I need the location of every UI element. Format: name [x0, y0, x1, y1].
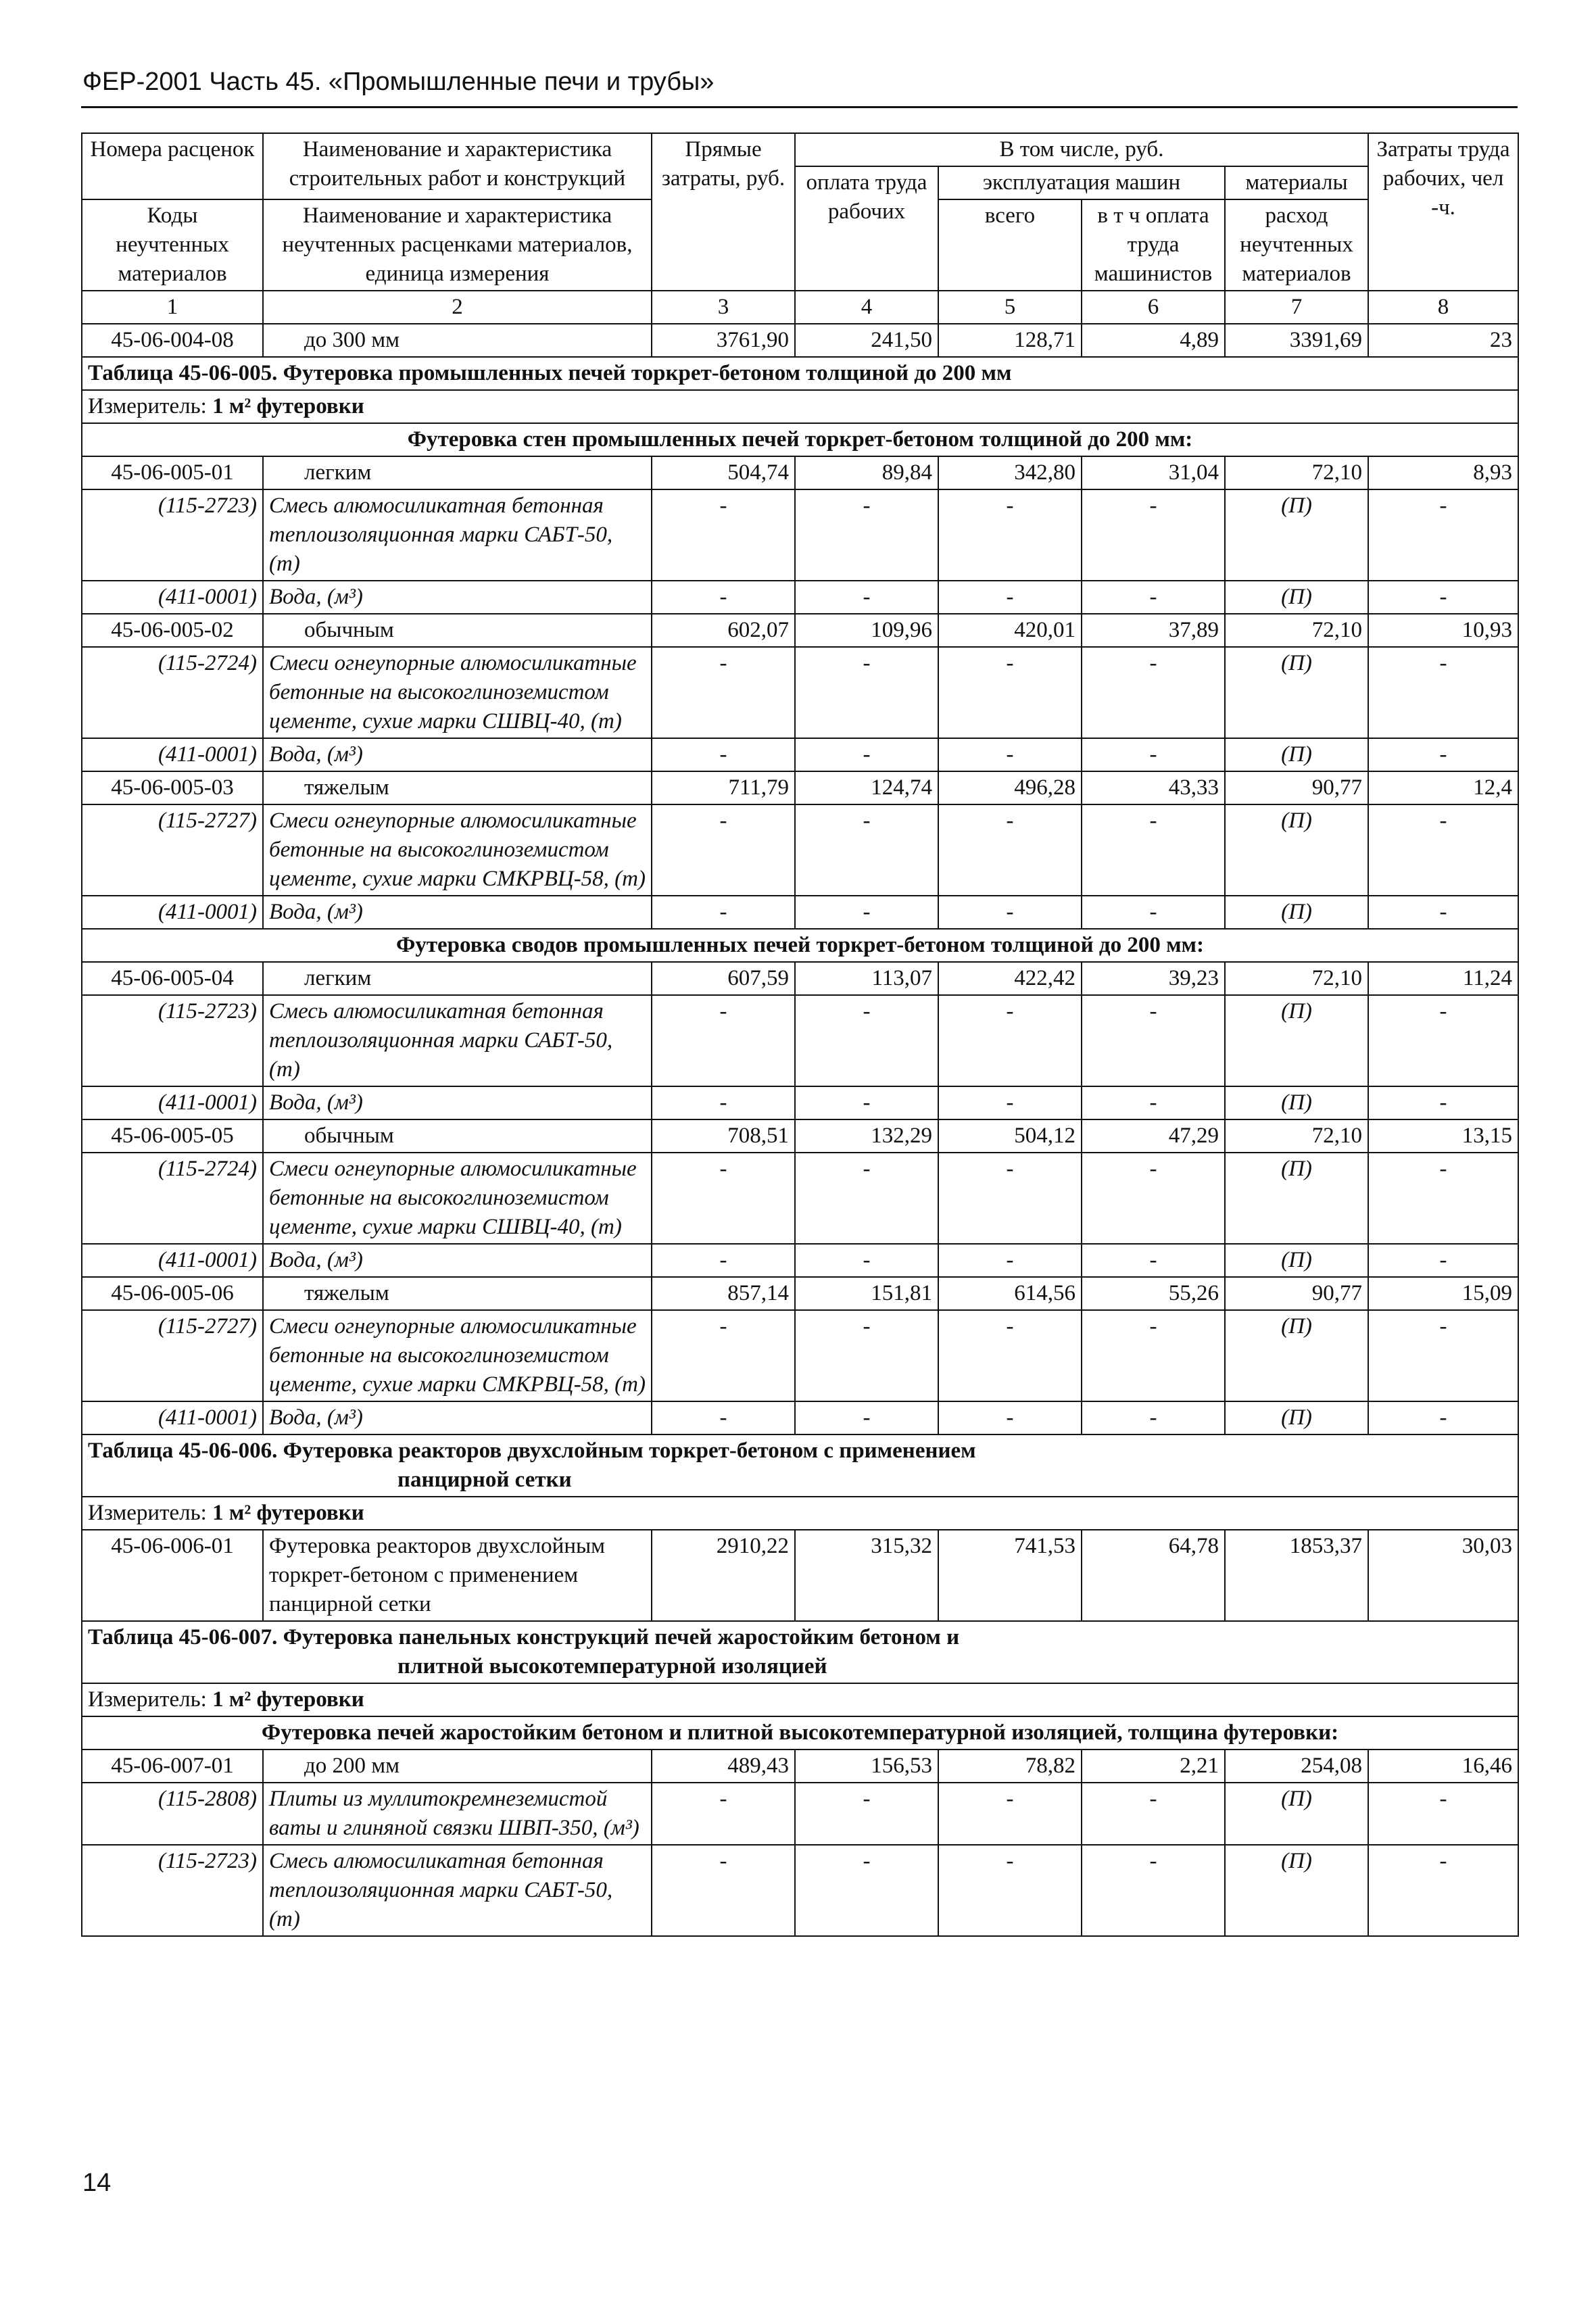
material-code: (411-0001) [82, 1244, 263, 1277]
labor-hours: 23 [1368, 324, 1518, 357]
rate-name: до 300 мм [263, 324, 652, 357]
dash: - [1368, 1244, 1518, 1277]
labor-cost: 132,29 [795, 1119, 938, 1153]
material-mark: (П) [1225, 804, 1368, 896]
header-row-1 [82, 133, 1518, 166]
section-row [82, 929, 1518, 962]
materials-cost: 72,10 [1225, 456, 1368, 489]
dash: - [795, 489, 938, 581]
material-code: (115-2727) [82, 1310, 263, 1401]
direct-cost: 2910,22 [652, 1530, 795, 1621]
machines-cost: 614,56 [938, 1277, 1082, 1310]
dash: - [1082, 995, 1225, 1086]
rate-name: тяжелым [263, 1277, 652, 1310]
rate-code: 45-06-006-01 [82, 1530, 263, 1621]
dash: - [938, 489, 1082, 581]
dash: - [652, 1244, 795, 1277]
labor-hours: 15,09 [1368, 1277, 1518, 1310]
measure [82, 1683, 1518, 1716]
dash: - [1082, 1244, 1225, 1277]
dash: - [652, 647, 795, 738]
dash: - [795, 1086, 938, 1119]
measure-unit: 1 м² футеровки [212, 1687, 364, 1712]
column-number: 7 [1225, 291, 1368, 324]
material-mark: (П) [1225, 1401, 1368, 1434]
material-name: Плиты из муллитокремнеземистой ваты и глиняной связки ШВП-350, (м³) [263, 1783, 652, 1845]
dash: - [1082, 804, 1225, 896]
table-title-row [82, 1434, 1518, 1497]
labor-cost: 109,96 [795, 614, 938, 647]
dash: - [938, 1401, 1082, 1434]
column-numbers-row [82, 291, 1518, 324]
table-row [82, 1119, 1518, 1153]
table-title-line-2: плитной высокотемпературной изоляцией [397, 1654, 827, 1679]
material-code: (411-0001) [82, 1401, 263, 1434]
dash: - [795, 581, 938, 614]
column-number: 1 [82, 291, 263, 324]
labor-hours: 16,46 [1368, 1750, 1518, 1783]
column-number: 8 [1368, 291, 1518, 324]
section-title: Футеровка сводов промышленных печей торкрет-бетоном толщиной до 200 мм: [82, 929, 1518, 962]
material-name: Смесь алюмосиликатная бетонная теплоизоляционная марки САБТ-50, (т) [263, 995, 652, 1086]
materials-cost: 3391,69 [1225, 324, 1368, 357]
material-code: (115-2724) [82, 1153, 263, 1244]
dash: - [795, 896, 938, 929]
rate-name: легким [263, 456, 652, 489]
col-machines-total-label: всего [938, 199, 1082, 291]
dash: - [938, 1244, 1082, 1277]
dash: - [938, 1783, 1082, 1845]
material-row [82, 1845, 1518, 1936]
col-name2-label: Наименование и характеристика неучтенных расценками материалов, единица измерения [263, 199, 652, 291]
material-mark: (П) [1225, 1783, 1368, 1845]
col-labor-label: оплата труда рабочих [795, 166, 938, 291]
rate-code: 45-06-005-04 [82, 962, 263, 995]
dash: - [1368, 1310, 1518, 1401]
table-row [82, 1750, 1518, 1783]
dash: - [1368, 896, 1518, 929]
column-number: 5 [938, 291, 1082, 324]
dash: - [652, 804, 795, 896]
dash: - [795, 1310, 938, 1401]
dash: - [1082, 896, 1225, 929]
col-codes-label: Коды неучтенных материалов [82, 199, 263, 291]
dash: - [1368, 1845, 1518, 1936]
dash: - [938, 1310, 1082, 1401]
col-workers-label: Затраты труда рабочих, чел -ч. [1368, 133, 1518, 291]
labor-cost: 151,81 [795, 1277, 938, 1310]
material-code: (411-0001) [82, 896, 263, 929]
dash: - [652, 1783, 795, 1845]
material-mark: (П) [1225, 647, 1368, 738]
column-number: 3 [652, 291, 795, 324]
dash: - [938, 1086, 1082, 1119]
material-code: (411-0001) [82, 581, 263, 614]
material-row [82, 489, 1518, 581]
dash: - [938, 1845, 1082, 1936]
machines-cost: 504,12 [938, 1119, 1082, 1153]
rate-code: 45-06-004-08 [82, 324, 263, 357]
dash: - [938, 1153, 1082, 1244]
table-row [82, 771, 1518, 804]
labor-cost: 315,32 [795, 1530, 938, 1621]
table-title-text: Таблица 45-06-005. Футеровка промышленных печей торкрет-бетоном толщиной до 200 мм [88, 361, 1012, 385]
direct-cost: 602,07 [652, 614, 795, 647]
dash: - [1368, 1783, 1518, 1845]
dash: - [938, 896, 1082, 929]
rate-name: обычным [263, 614, 652, 647]
section-row [82, 1716, 1518, 1750]
material-code: (115-2724) [82, 647, 263, 738]
dash: - [938, 804, 1082, 896]
material-name: Вода, (м³) [263, 1244, 652, 1277]
dash: - [1368, 738, 1518, 771]
material-mark: (П) [1225, 738, 1368, 771]
dash: - [1082, 1086, 1225, 1119]
table-row [82, 614, 1518, 647]
table-title [82, 1434, 1518, 1497]
material-code: (115-2723) [82, 489, 263, 581]
dash: - [795, 1401, 938, 1434]
rate-name: до 200 мм [263, 1750, 652, 1783]
dash: - [652, 1845, 795, 1936]
col-machinists-label: в т ч оплата труда машинистов [1082, 199, 1225, 291]
dash: - [652, 489, 795, 581]
labor-hours: 13,15 [1368, 1119, 1518, 1153]
table-row [82, 456, 1518, 489]
measure-prefix: Измеритель: [88, 1687, 213, 1712]
machines-cost: 342,80 [938, 456, 1082, 489]
dash: - [1082, 581, 1225, 614]
material-code: (411-0001) [82, 738, 263, 771]
material-mark: (П) [1225, 1153, 1368, 1244]
material-mark: (П) [1225, 896, 1368, 929]
labor-hours: 8,93 [1368, 456, 1518, 489]
dash: - [652, 1153, 795, 1244]
materials-cost: 72,10 [1225, 1119, 1368, 1153]
material-name: Вода, (м³) [263, 1086, 652, 1119]
dash: - [1368, 1401, 1518, 1434]
direct-cost: 607,59 [652, 962, 795, 995]
material-name: Смесь алюмосиликатная бетонная теплоизоляционная марки САБТ-50, (т) [263, 489, 652, 581]
machines-cost: 420,01 [938, 614, 1082, 647]
material-row [82, 995, 1518, 1086]
labor-hours: 30,03 [1368, 1530, 1518, 1621]
material-code: (115-2808) [82, 1783, 263, 1845]
dash: - [1368, 489, 1518, 581]
dash: - [795, 1845, 938, 1936]
dash: - [795, 995, 938, 1086]
measure [82, 390, 1518, 423]
dash: - [795, 738, 938, 771]
section-title: Футеровка стен промышленных печей торкрет-бетоном толщиной до 200 мм: [82, 423, 1518, 456]
measure-prefix: Измеритель: [88, 394, 213, 418]
rate-name: обычным [263, 1119, 652, 1153]
material-name: Вода, (м³) [263, 738, 652, 771]
dash: - [1082, 647, 1225, 738]
dash: - [1082, 1845, 1225, 1936]
machines-cost: 422,42 [938, 962, 1082, 995]
dash: - [795, 1153, 938, 1244]
machinists-cost: 47,29 [1082, 1119, 1225, 1153]
column-number: 2 [263, 291, 652, 324]
col-machines-label: эксплуатация машин [938, 166, 1225, 199]
labor-cost: 113,07 [795, 962, 938, 995]
dash: - [652, 738, 795, 771]
material-name: Смеси огнеупорные алюмосиликатные бетонные на высокоглиноземистом цементе, сухие марки СШВЦ-40, (т) [263, 647, 652, 738]
material-row [82, 1153, 1518, 1244]
dash: - [1368, 1086, 1518, 1119]
materials-cost: 1853,37 [1225, 1530, 1368, 1621]
machines-cost: 496,28 [938, 771, 1082, 804]
measure-prefix: Измеритель: [88, 1501, 213, 1525]
machinists-cost: 64,78 [1082, 1530, 1225, 1621]
materials-cost: 72,10 [1225, 614, 1368, 647]
material-name: Смеси огнеупорные алюмосиликатные бетонные на высокоглиноземистом цементе, сухие марки СШВЦ-40, (т) [263, 1153, 652, 1244]
col-materials-sub-label: расход неучтенных материалов [1225, 199, 1368, 291]
material-mark: (П) [1225, 489, 1368, 581]
material-name: Вода, (м³) [263, 1401, 652, 1434]
table-title [82, 1621, 1518, 1683]
page-number: 14 [82, 2169, 112, 2197]
table-row [82, 324, 1518, 357]
table-title-line-2: панцирной сетки [397, 1468, 572, 1492]
measure-unit: 1 м² футеровки [212, 1501, 364, 1525]
material-row [82, 1783, 1518, 1845]
dash: - [1082, 489, 1225, 581]
table-title-row [82, 1621, 1518, 1683]
measure-row [82, 1683, 1518, 1716]
dash: - [652, 581, 795, 614]
material-mark: (П) [1225, 1244, 1368, 1277]
material-mark: (П) [1225, 581, 1368, 614]
direct-cost: 711,79 [652, 771, 795, 804]
dash: - [1368, 1153, 1518, 1244]
dash: - [795, 647, 938, 738]
col-name-label: Наименование и характеристика строительных работ и конструкций [263, 133, 652, 199]
material-code: (115-2723) [82, 995, 263, 1086]
labor-cost: 89,84 [795, 456, 938, 489]
rate-name: тяжелым [263, 771, 652, 804]
measure-row [82, 390, 1518, 423]
document-header: ФЕР-2001 Часть 45. «Промышленные печи и трубы» [82, 68, 715, 96]
dash: - [1368, 804, 1518, 896]
table-title-line-1: Таблица 45-06-007. Футеровка панельных конструкций печей жаростойким бетоном и [88, 1625, 960, 1649]
dash: - [938, 581, 1082, 614]
table-row [82, 1277, 1518, 1310]
materials-cost: 90,77 [1225, 1277, 1368, 1310]
section-row [82, 423, 1518, 456]
rate-code: 45-06-005-06 [82, 1277, 263, 1310]
machinists-cost: 39,23 [1082, 962, 1225, 995]
labor-cost: 241,50 [795, 324, 938, 357]
price-table [81, 132, 1519, 1937]
material-code: (115-2727) [82, 804, 263, 896]
rate-code: 45-06-007-01 [82, 1750, 263, 1783]
direct-cost: 857,14 [652, 1277, 795, 1310]
table-title-row [82, 357, 1518, 390]
rate-name: Футеровка реакторов двухслойным торкрет-бетоном с применением панцирной сетки [263, 1530, 652, 1621]
dash: - [1368, 995, 1518, 1086]
machinists-cost: 43,33 [1082, 771, 1225, 804]
measure-unit: 1 м² футеровки [212, 394, 364, 418]
column-number: 6 [1082, 291, 1225, 324]
machines-cost: 741,53 [938, 1530, 1082, 1621]
col-direct-label: Прямые затраты, руб. [652, 133, 795, 291]
material-row [82, 581, 1518, 614]
material-code: (115-2723) [82, 1845, 263, 1936]
material-row [82, 647, 1518, 738]
direct-cost: 3761,90 [652, 324, 795, 357]
header-rule [81, 106, 1518, 108]
machines-cost: 78,82 [938, 1750, 1082, 1783]
dash: - [1082, 1310, 1225, 1401]
labor-hours: 10,93 [1368, 614, 1518, 647]
material-mark: (П) [1225, 1086, 1368, 1119]
measure [82, 1497, 1518, 1530]
dash: - [795, 1244, 938, 1277]
dash: - [652, 1401, 795, 1434]
rate-code: 45-06-005-01 [82, 456, 263, 489]
dash: - [652, 1310, 795, 1401]
direct-cost: 504,74 [652, 456, 795, 489]
measure-row [82, 1497, 1518, 1530]
material-row [82, 738, 1518, 771]
material-row [82, 1244, 1518, 1277]
dash: - [795, 1783, 938, 1845]
dash: - [652, 1086, 795, 1119]
table-title [82, 357, 1518, 390]
rate-name: легким [263, 962, 652, 995]
labor-hours: 11,24 [1368, 962, 1518, 995]
table-title-line-1: Таблица 45-06-006. Футеровка реакторов двухслойным торкрет-бетоном с применением [88, 1439, 976, 1463]
dash: - [1082, 738, 1225, 771]
machinists-cost: 2,21 [1082, 1750, 1225, 1783]
material-name: Смесь алюмосиликатная бетонная теплоизоляционная марки САБТ-50, (т) [263, 1845, 652, 1936]
material-row [82, 896, 1518, 929]
material-row [82, 804, 1518, 896]
machinists-cost: 4,89 [1082, 324, 1225, 357]
material-row [82, 1310, 1518, 1401]
material-code: (411-0001) [82, 1086, 263, 1119]
dash: - [938, 995, 1082, 1086]
labor-hours: 12,4 [1368, 771, 1518, 804]
column-number: 4 [795, 291, 938, 324]
dash: - [652, 896, 795, 929]
rate-code: 45-06-005-03 [82, 771, 263, 804]
dash: - [1082, 1153, 1225, 1244]
dash: - [938, 647, 1082, 738]
table-row [82, 1530, 1518, 1621]
dash: - [652, 995, 795, 1086]
material-mark: (П) [1225, 1845, 1368, 1936]
material-mark: (П) [1225, 1310, 1368, 1401]
machinists-cost: 37,89 [1082, 614, 1225, 647]
dash: - [1082, 1401, 1225, 1434]
direct-cost: 489,43 [652, 1750, 795, 1783]
machinists-cost: 55,26 [1082, 1277, 1225, 1310]
table-row [82, 962, 1518, 995]
material-name: Вода, (м³) [263, 581, 652, 614]
dash: - [1368, 647, 1518, 738]
material-name: Смеси огнеупорные алюмосиликатные бетонные на высокоглиноземистом цементе, сухие марки СМКРВЦ-58, (т) [263, 1310, 652, 1401]
direct-cost: 708,51 [652, 1119, 795, 1153]
machines-cost: 128,71 [938, 324, 1082, 357]
section-title: Футеровка печей жаростойким бетоном и плитной высокотемпературной изоляцией, толщина футеровки: [82, 1716, 1518, 1750]
machinists-cost: 31,04 [1082, 456, 1225, 489]
dash: - [1368, 581, 1518, 614]
material-name: Смеси огнеупорные алюмосиликатные бетонные на высокоглиноземистом цементе, сухие марки СМКРВЦ-58, (т) [263, 804, 652, 896]
materials-cost: 72,10 [1225, 962, 1368, 995]
material-row [82, 1401, 1518, 1434]
material-mark: (П) [1225, 995, 1368, 1086]
rate-code: 45-06-005-02 [82, 614, 263, 647]
labor-cost: 124,74 [795, 771, 938, 804]
col-incl-label: В том числе, руб. [795, 133, 1368, 166]
materials-cost: 90,77 [1225, 771, 1368, 804]
col-numbers-label: Номера расценок [82, 133, 263, 199]
rate-code: 45-06-005-05 [82, 1119, 263, 1153]
materials-cost: 254,08 [1225, 1750, 1368, 1783]
material-row [82, 1086, 1518, 1119]
dash: - [938, 738, 1082, 771]
dash: - [795, 804, 938, 896]
labor-cost: 156,53 [795, 1750, 938, 1783]
material-name: Вода, (м³) [263, 896, 652, 929]
dash: - [1082, 1783, 1225, 1845]
col-materials-label: материалы [1225, 166, 1368, 199]
